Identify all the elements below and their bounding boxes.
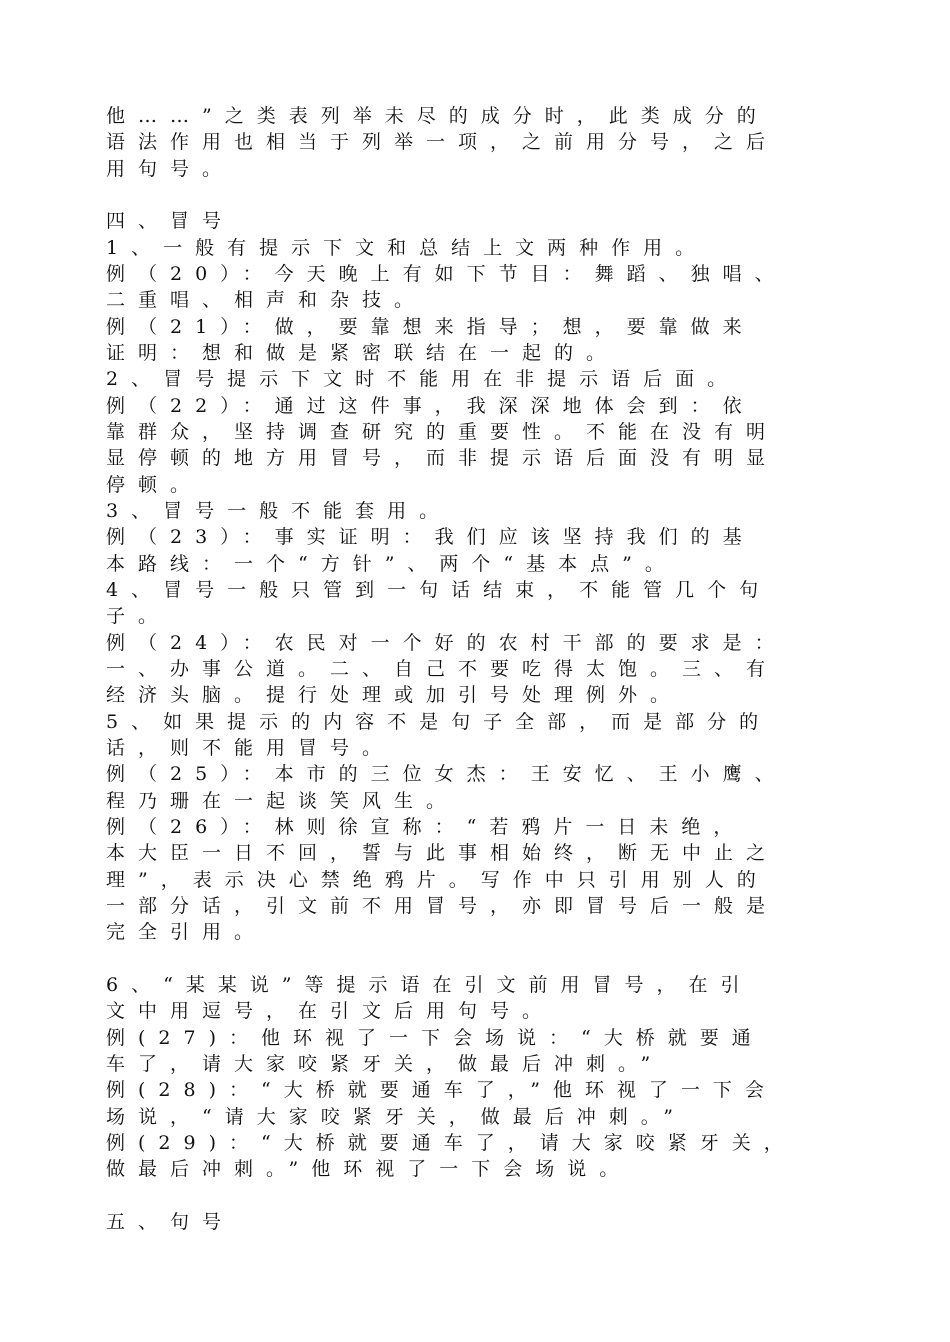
text-line: 完全引用。 — [106, 921, 267, 943]
section-heading: 四、冒号 — [106, 210, 235, 232]
blank-line — [106, 1183, 866, 1209]
blank-line — [106, 946, 866, 972]
text-line: 2、冒号提示下文时不能用在非提示语后面。 — [106, 368, 740, 390]
text-line: 二重唱、相声和杂技。 — [106, 289, 427, 311]
text-line: 例（24）：农民对一个好的农村干部的要求是： — [106, 632, 787, 654]
text-line: 本大臣一日不回，誓与此事相始终，断无中止之 — [106, 842, 779, 864]
text-line: 车了，请大家咬紧牙关，做最后冲刺。” — [106, 1053, 664, 1075]
text-line: 他……”之类表列举未尽的成分时，此类成分的 — [106, 105, 769, 127]
text-line: 显停顿的地方用冒号，而非提示语后面没有明显 — [106, 447, 779, 469]
text-line: 语法作用也相当于列举一项，之前用分号，之后 — [106, 131, 779, 153]
text-line: 例（26）：林则徐宣称：“若鸦片一日未绝， — [106, 816, 746, 838]
text-line: 本路线：一个“方针”、两个“基本点”。 — [106, 553, 677, 575]
text-line: 例(28)：“大桥就要通车了，”他环视了一下会 — [106, 1079, 777, 1101]
text-line: 证明：想和做是紧密联结在一起的。 — [106, 342, 619, 364]
text-line: 程乃珊在一起谈笑风生。 — [106, 790, 459, 812]
text-line: 停顿。 — [106, 474, 203, 496]
text-line: 一、办事公道。二、自己不要吃得太饱。三、有 — [106, 658, 779, 680]
text-line: 5、如果提示的内容不是句子全部，而是部分的 — [106, 711, 772, 733]
text-line: 例（20）：今天晚上有如下节目：舞蹈、独唱、 — [106, 263, 787, 285]
text-line: 做最后冲刺。”他环视了一下会场说。 — [106, 1158, 632, 1180]
text-line: 理”，表示决心禁绝鸦片。写作中只引用别人的 — [106, 869, 769, 891]
text-line: 话，则不能用冒号。 — [106, 737, 395, 759]
text-line: 4、冒号一般只管到一句话结束，不能管几个句 — [106, 579, 772, 601]
text-line: 子。 — [106, 605, 171, 627]
text-line: 例（22）：通过这件事，我深深地体会到：依 — [106, 395, 755, 417]
text-line: 6、“某某说”等提示语在引文前用冒号，在引 — [106, 974, 753, 996]
text-line: 例（23）：事实证明：我们应该坚持我们的基 — [106, 526, 755, 548]
text-line: 一部分话，引文前不用冒号，亦即冒号后一般是 — [106, 895, 779, 917]
text-line: 例（21）：做，要靠想来指导；想，要靠做来 — [106, 316, 755, 338]
text-line: 例(29)：“大桥就要通车了，请大家咬紧牙关， — [106, 1132, 796, 1154]
text-line: 用句号。 — [106, 158, 235, 180]
text-line: 3、冒号一般不能套用。 — [106, 500, 452, 522]
section-heading: 五、句号 — [106, 1211, 235, 1233]
text-line: 靠群众，坚持调查研究的重要性。不能在没有明 — [106, 421, 779, 443]
text-line: 例（25）：本市的三位女杰：王安忆、王小鹰、 — [106, 763, 787, 785]
text-line: 1、一般有提示下文和总结上文两种作用。 — [106, 237, 708, 259]
text-line: 例(27)：他环视了一下会场说：“大桥就要通 — [106, 1027, 764, 1049]
text-line: 场说，“请大家咬紧牙关，做最后冲刺。” — [106, 1106, 686, 1128]
text-line: 经济头脑。提行处理或加引号处理例外。 — [106, 684, 683, 706]
blank-line — [106, 182, 866, 208]
text-line: 文中用逗号，在引文后用句号。 — [106, 1000, 555, 1022]
